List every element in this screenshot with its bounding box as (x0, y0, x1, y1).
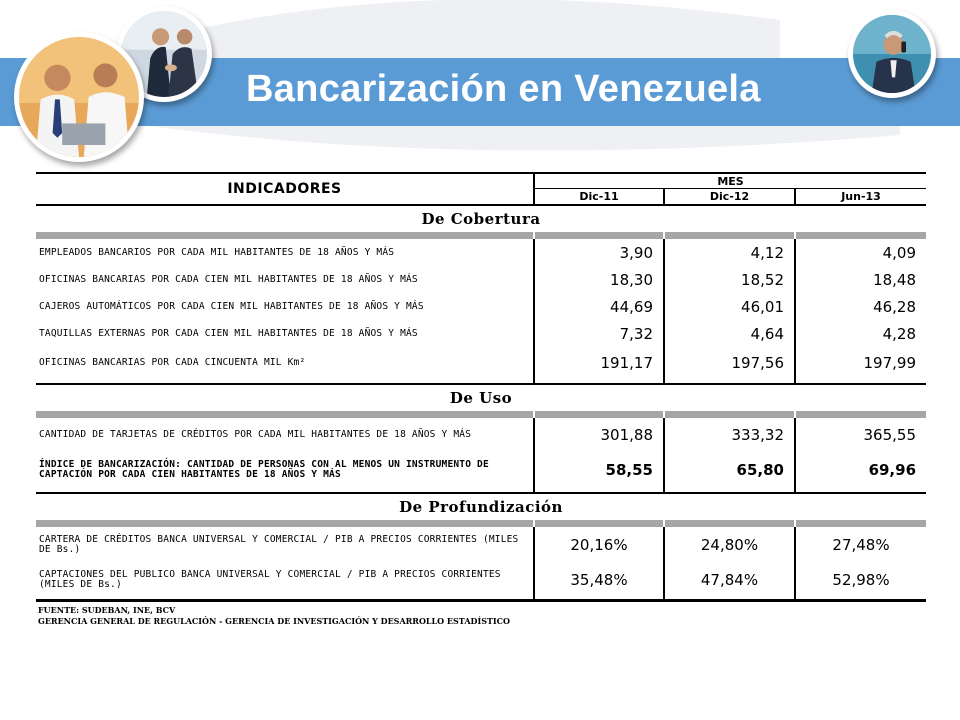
indicator-value: 47,84% (664, 563, 795, 597)
indicator-value: 52,98% (795, 563, 926, 597)
indicator-value: 197,99 (795, 347, 926, 379)
indicator-value: 44,69 (534, 293, 664, 320)
team-at-laptop-photo (14, 32, 144, 162)
indicator-label: OFICINAS BANCARIAS POR CADA CINCUENTA MIL Km² (39, 357, 306, 368)
indicator-value: 301,88 (534, 418, 664, 452)
section-shade-bar (36, 232, 926, 239)
indicator-value: 4,28 (795, 320, 926, 347)
indicator-value: 35,48% (534, 563, 664, 597)
man-with-phone-photo (848, 10, 936, 98)
section-title: De Cobertura (421, 210, 541, 228)
indicator-label: EMPLEADOS BANCARIOS POR CADA MIL HABITANTES DE 18 AÑOS Y MÁS (39, 246, 395, 258)
section-title: De Profundización (399, 498, 563, 516)
indicators-document (36, 172, 926, 627)
source-note: FUENTE: SUDEBAN, INE, BCV (38, 605, 176, 615)
indicator-label: ÍNDICE DE BANCARIZACIÓN: CANTIDAD DE PERSONAS CON AL MENOS UN INSTRUMENTO DE CAPTACIÓN POR CADA CIEN HABITANTES DE 18 AÑOS Y MÁS (39, 459, 489, 480)
indicator-value: 4,64 (664, 320, 795, 347)
indicator-label: CAJEROS AUTOMÁTICOS POR CADA CIEN MIL HABITANTES DE 18 AÑOS Y MÁS (39, 300, 424, 312)
table-row (36, 527, 926, 563)
indicator-value: 27,48% (795, 527, 926, 563)
section-shade-bar (36, 520, 926, 527)
indicator-value: 4,09 (795, 239, 926, 266)
indicator-value: 197,56 (664, 347, 795, 379)
indicator-label: CARTERA DE CRÉDITOS BANCA UNIVERSAL Y COMERCIAL / PIB A PRECIOS CORRIENTES (MILES DE Bs.) (39, 534, 519, 555)
indicator-value: 18,30 (534, 266, 664, 293)
section-row (36, 384, 926, 411)
section-title: De Uso (449, 389, 513, 407)
table-row (36, 563, 926, 597)
table-row (36, 418, 926, 452)
column-header: Jun-13 (795, 189, 926, 206)
indicators-header: INDICADORES (36, 173, 534, 205)
column-header: Dic-12 (664, 189, 795, 206)
section-shade-bar (36, 411, 926, 418)
table-row (36, 293, 926, 320)
table-row (36, 239, 926, 266)
indicator-label: CANTIDAD DE TARJETAS DE CRÉDITOS POR CADA MIL HABITANTES DE 18 AÑOS Y MÁS (39, 429, 472, 440)
indicator-label: TAQUILLAS EXTERNAS POR CADA CIEN MIL HABITANTES DE 18 AÑOS Y MÁS (39, 327, 418, 339)
month-header: MES (534, 173, 926, 189)
indicator-value: 4,12 (664, 239, 795, 266)
section-row (36, 205, 926, 232)
indicator-value: 24,80% (664, 527, 795, 563)
table-row (36, 452, 926, 488)
indicator-value: 7,32 (534, 320, 664, 347)
table-row (36, 347, 926, 379)
column-header: Dic-11 (534, 189, 664, 206)
table-row (36, 320, 926, 347)
indicator-value: 46,01 (664, 293, 795, 320)
indicator-value: 20,16% (534, 527, 664, 563)
indicator-value: 46,28 (795, 293, 926, 320)
indicator-label: CAPTACIONES DEL PUBLICO BANCA UNIVERSAL Y COMERCIAL / PIB A PRECIOS CORRIENTES (MILES DE Bs.) (39, 569, 501, 590)
indicator-value: 18,52 (664, 266, 795, 293)
indicators-table (36, 172, 926, 602)
indicator-value: 58,55 (534, 452, 664, 488)
indicator-value: 191,17 (534, 347, 664, 379)
section-end-rule (36, 597, 926, 601)
indicator-value: 69,96 (795, 452, 926, 488)
department-note: GERENCIA GENERAL DE REGULACIÓN - GERENCIA DE INVESTIGACIÓN Y DESARROLLO ESTADÍSTICO (38, 616, 511, 626)
page-title: Bancarización en Venezuela (246, 68, 761, 110)
table-row (36, 266, 926, 293)
indicator-value: 3,90 (534, 239, 664, 266)
indicator-label: OFICINAS BANCARIAS POR CADA CIEN MIL HABITANTES DE 18 AÑOS Y MÁS (39, 273, 418, 285)
indicator-value: 18,48 (795, 266, 926, 293)
indicator-value: 333,32 (664, 418, 795, 452)
indicator-value: 365,55 (795, 418, 926, 452)
indicator-value: 65,80 (664, 452, 795, 488)
section-row (36, 493, 926, 520)
